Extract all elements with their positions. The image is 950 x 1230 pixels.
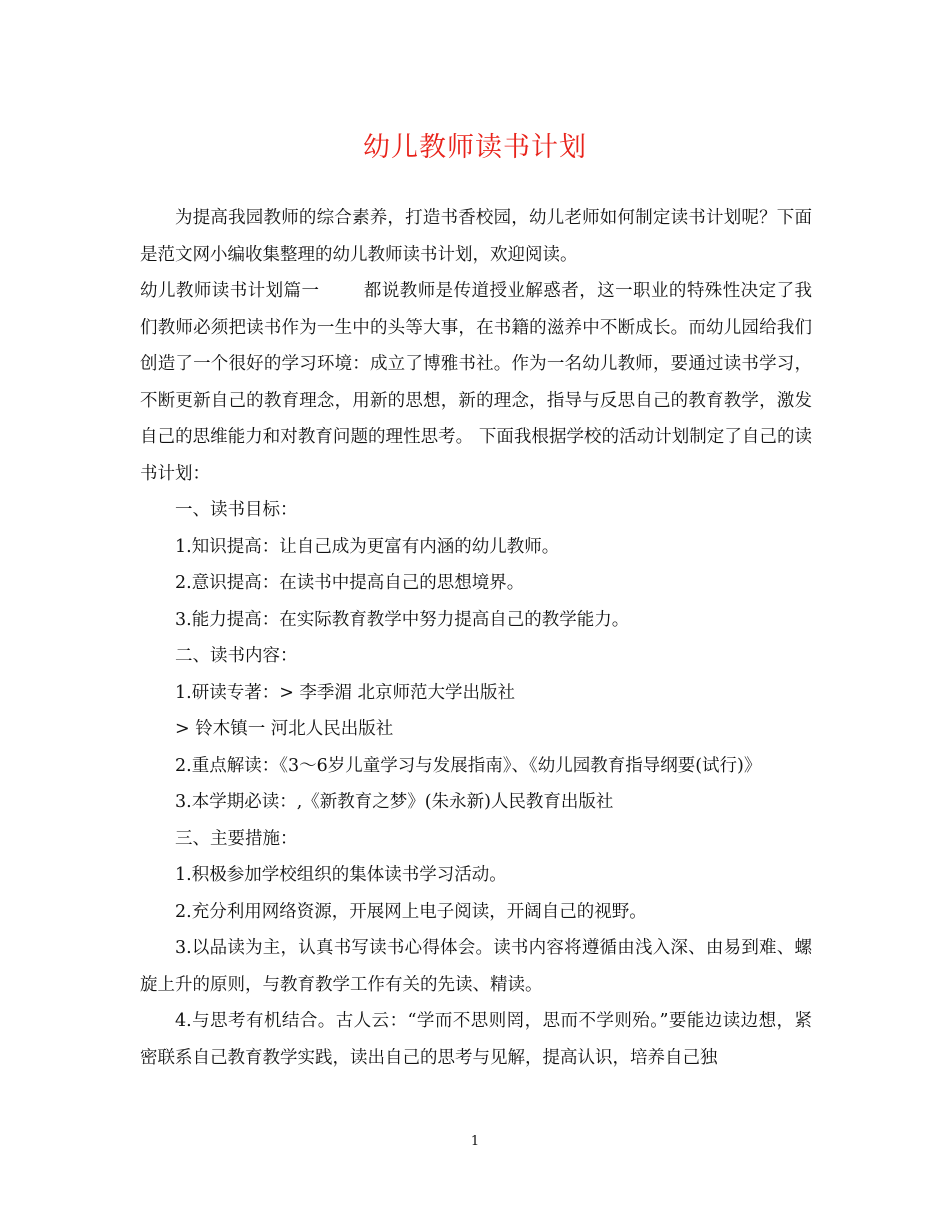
section-text: 都说教师是传道授业解惑者，这一职业的特殊性决定了我们教师必须把读书作为一生中的头等大事，在书籍的滋养中不断成长。而幼儿园给我们创造了一个很好的学习环境：成立了博雅书社。作为一名幼儿教师，要通过读书学习，不断更新自己的教育理念，用新的思想，新的理念，指导与反思自己的教育教学，激发自己的思维能力和对教育问题的理性思考。 下面我根据学校的活动计划制定了自己的读书计划： <box>140 281 813 484</box>
content-item-3: 3.本学期必读：,《新教育之梦》(朱永新)人民教育出版社 <box>175 792 614 812</box>
document-body <box>140 200 812 1076</box>
content-item-2: 2.重点解读：《3～6岁儿童学习与发展指南》、《幼儿园教育指导纲要(试行)》 <box>175 755 762 776</box>
content-item-1: 1.研读专著：> 李季湄 北京师范大学出版社 <box>175 682 515 703</box>
measure-item-3: 3.以品读为主，认真书写读书心得体会。读书内容将遵循由浅入深、由易到难、螺旋上升的原则，与教育教学工作有关的先读、精读。 <box>140 938 812 995</box>
measure-item-4: 4.与思考有机结合。古人云：“学而不思则罔，思而不学则殆。”要能边读边想，紧密联系自己教育教学实践，读出自己的思考与见解，提高认识，培养自己独 <box>140 1011 812 1068</box>
measure-item-1: 1.积极参加学校组织的集体读书学习活动。 <box>175 865 507 885</box>
goal-item-2: 2.意识提高：在读书中提高自己的思想境界。 <box>175 573 525 593</box>
goal-item-3: 3.能力提高：在实际教育教学中努力提高自己的教学能力。 <box>175 609 630 630</box>
section-label: 幼儿教师读书计划篇一 <box>140 281 320 301</box>
content-item-1-continued: > 铃木镇一 河北人民出版社 <box>175 719 394 739</box>
goal-item-1: 1.知识提高：让自己成为更富有内涵的幼儿教师。 <box>175 536 560 557</box>
measure-item-2: 2.充分利用网络资源，开展网上电子阅读，开阔自己的视野。 <box>175 901 647 922</box>
heading-main-measures: 三、主要措施： <box>175 828 298 849</box>
heading-reading-content: 二、读书内容： <box>175 646 298 666</box>
heading-reading-goals: 一、读书目标： <box>175 500 298 520</box>
page-number: 1 <box>470 1134 480 1149</box>
intro-paragraph: 为提高我园教师的综合素养，打造书香校园，幼儿老师如何制定读书计划呢？下面是范文网小编收集整理的幼儿教师读书计划，欢迎阅读。 <box>140 208 812 265</box>
section-paragraph <box>140 273 812 492</box>
document-title: 幼儿教师读书计划 <box>363 132 587 163</box>
